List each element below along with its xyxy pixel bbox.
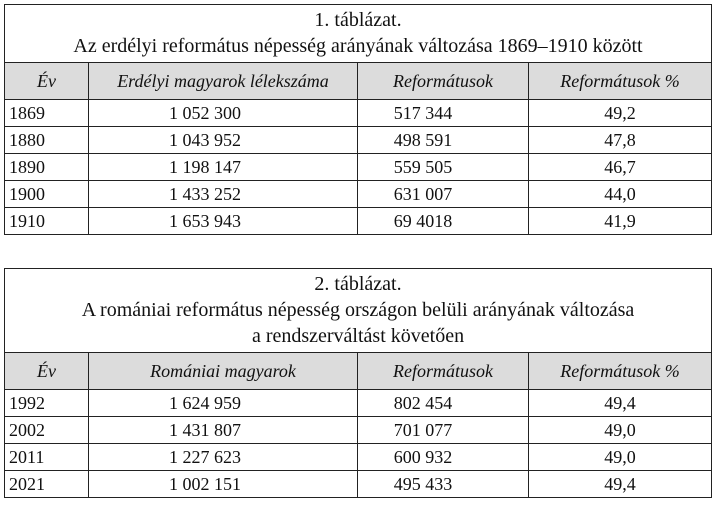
population-cell: 1 052 300 — [89, 100, 358, 127]
percent-cell: 46,7 — [529, 154, 712, 181]
population-cell: 1 624 959 — [89, 390, 358, 417]
population-cell: 1 198 147 — [89, 154, 358, 181]
table-row — [5, 471, 712, 498]
table-2-header-row — [5, 353, 712, 390]
table-row — [5, 100, 712, 127]
column-header-reformed: Reformátusok — [358, 353, 529, 390]
reformed-cell: 600 932 — [358, 444, 529, 471]
table-2-title-line-1: A romániai református népesség országon belüli arányának változása — [81, 299, 635, 321]
population-cell: 1 653 943 — [89, 208, 358, 235]
reformed-cell: 631 007 — [358, 181, 529, 208]
year-cell: 1900 — [5, 181, 89, 208]
population-cell: 1 227 623 — [89, 444, 358, 471]
reformed-cell: 495 433 — [358, 471, 529, 498]
table-1-title: Az erdélyi református népesség arányának változása 1869–1910 között — [73, 35, 643, 57]
column-header-reformed-percent: Reformátusok % — [529, 63, 712, 100]
table-2-caption — [5, 269, 712, 353]
column-header-year: Év — [5, 63, 89, 100]
percent-cell: 49,0 — [529, 444, 712, 471]
column-header-population: Romániai magyarok — [89, 353, 358, 390]
table-row — [5, 127, 712, 154]
column-header-population: Erdélyi magyarok lélekszáma — [89, 63, 358, 100]
percent-cell: 41,9 — [529, 208, 712, 235]
table-2 — [4, 268, 712, 498]
table-1-number: 1. táblázat. — [314, 9, 402, 31]
year-cell: 2021 — [5, 471, 89, 498]
reformed-cell: 701 077 — [358, 417, 529, 444]
population-cell: 1 043 952 — [89, 127, 358, 154]
population-cell: 1 433 252 — [89, 181, 358, 208]
year-cell: 2011 — [5, 444, 89, 471]
year-cell: 2002 — [5, 417, 89, 444]
table-row — [5, 444, 712, 471]
reformed-cell: 498 591 — [358, 127, 529, 154]
year-cell: 1890 — [5, 154, 89, 181]
table-row — [5, 208, 712, 235]
population-cell: 1 431 807 — [89, 417, 358, 444]
table-2-number: 2. táblázat. — [314, 273, 402, 295]
percent-cell: 49,4 — [529, 390, 712, 417]
percent-cell: 47,8 — [529, 127, 712, 154]
year-cell: 1869 — [5, 100, 89, 127]
year-cell: 1910 — [5, 208, 89, 235]
column-header-reformed-percent: Reformátusok % — [529, 353, 712, 390]
year-cell: 1880 — [5, 127, 89, 154]
table-1-caption — [5, 5, 712, 63]
table-row — [5, 181, 712, 208]
percent-cell: 49,4 — [529, 471, 712, 498]
reformed-cell: 69 4018 — [358, 208, 529, 235]
column-header-year: Év — [5, 353, 89, 390]
table-row — [5, 390, 712, 417]
table-row — [5, 154, 712, 181]
table-1-header-row — [5, 63, 712, 100]
reformed-cell: 559 505 — [358, 154, 529, 181]
reformed-cell: 802 454 — [358, 390, 529, 417]
table-row — [5, 417, 712, 444]
percent-cell: 49,2 — [529, 100, 712, 127]
percent-cell: 49,0 — [529, 417, 712, 444]
reformed-cell: 517 344 — [358, 100, 529, 127]
column-header-reformed: Reformátusok — [358, 63, 529, 100]
percent-cell: 44,0 — [529, 181, 712, 208]
year-cell: 1992 — [5, 390, 89, 417]
table-2-title-line-2: a rendszerváltást követően — [251, 325, 465, 347]
population-cell: 1 002 151 — [89, 471, 358, 498]
table-1 — [4, 4, 712, 235]
